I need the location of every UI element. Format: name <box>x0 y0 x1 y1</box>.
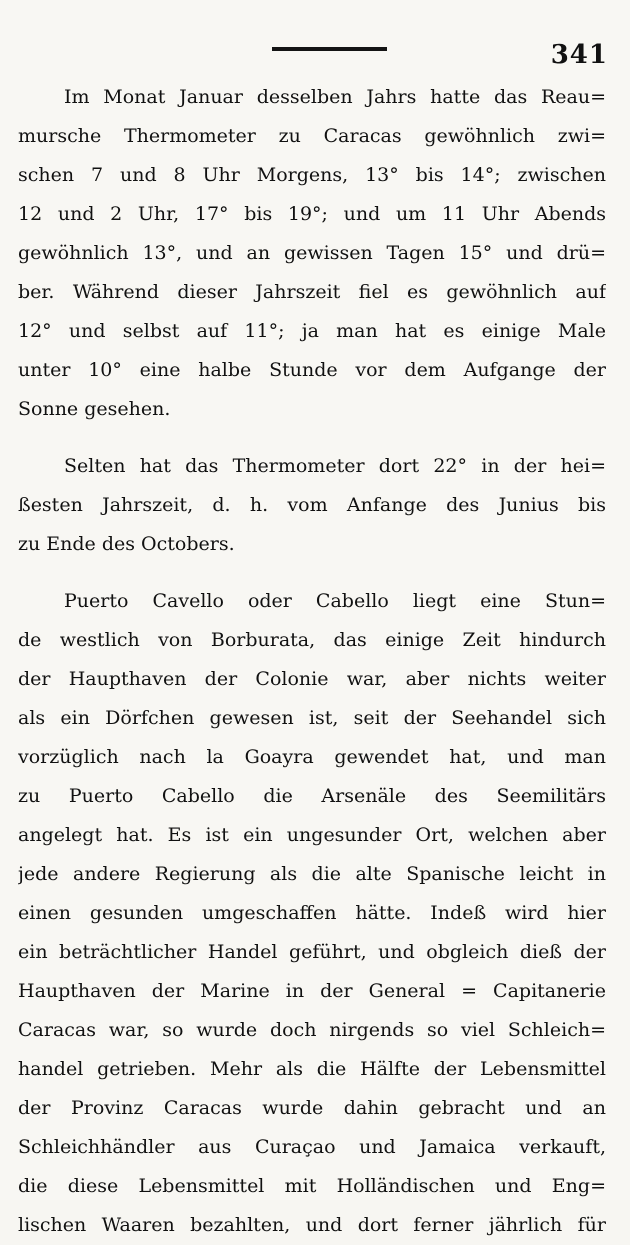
text-line: Caracas war, so wurde doch nirgends so viel Schleich= <box>18 1019 606 1041</box>
text-line: der Provinz Caracas wurde dahin gebracht und an <box>18 1097 606 1119</box>
header-rule <box>272 47 387 51</box>
text-line: vorzüglich nach la Goayra gewendet hat, und man <box>18 746 606 768</box>
text-line: Schleichhändler aus Curaçao und Jamaica verkauft, <box>18 1136 606 1158</box>
paragraph-1 <box>18 78 606 429</box>
text-line: schen 7 und 8 Uhr Morgens, 13° bis 14°; zwischen <box>18 164 606 186</box>
text-line: Sonne gesehen. <box>18 398 171 420</box>
paragraph-3 <box>18 582 606 1245</box>
text-line: zu Ende des Octobers. <box>18 533 235 555</box>
text-line: handel getrieben. Mehr als die Hälfte der Lebensmittel <box>18 1058 606 1080</box>
text-line: die diese Lebensmittel mit Holländischen und Eng= <box>18 1175 606 1197</box>
text-line: ßesten Jahrszeit, d. h. vom Anfange des Junius bis <box>18 494 606 516</box>
text-line: Selten hat das Thermometer dort 22° in der hei= <box>64 455 606 477</box>
text-line: einen gesunden umgeschaffen hätte. Indeß wird hier <box>18 902 606 924</box>
text-line: der Haupthaven der Colonie war, aber nichts weiter <box>18 668 606 690</box>
body-text <box>18 78 606 1245</box>
text-line: ber. Während dieser Jahrszeit fiel es gewöhnlich auf <box>18 281 606 303</box>
text-line: Haupthaven der Marine in der General = Capitanerie <box>18 980 606 1002</box>
paragraph-gap <box>18 429 606 447</box>
text-line: lischen Waaren bezahlten, und dort ferner jährlich für <box>18 1214 606 1236</box>
paragraph-2 <box>18 447 606 564</box>
text-line: Puerto Cavello oder Cabello liegt eine Stun= <box>64 590 606 612</box>
text-line: ein beträchtlicher Handel geführt, und obgleich dieß der <box>18 941 606 963</box>
paragraph-gap <box>18 564 606 582</box>
text-line: zu Puerto Cabello die Arsenäle des Seemilitärs <box>18 785 606 807</box>
text-line: Im Monat Januar desselben Jahrs hatte das Reau= <box>64 86 606 108</box>
text-line: als ein Dörfchen gewesen ist, seit der Seehandel sich <box>18 707 606 729</box>
text-line: angelegt hat. Es ist ein ungesunder Ort, welchen aber <box>18 824 606 846</box>
text-line: 12 und 2 Uhr, 17° bis 19°; und um 11 Uhr Abends <box>18 203 606 225</box>
text-line: jede andere Regierung als die alte Spanische leicht in <box>18 863 606 885</box>
text-line: unter 10° eine halbe Stunde vor dem Aufgange der <box>18 359 606 381</box>
page-number: 341 <box>550 40 608 70</box>
text-line: 12° und selbst auf 11°; ja man hat es einige Male <box>18 320 606 342</box>
text-line: gewöhnlich 13°, und an gewissen Tagen 15° und drü= <box>18 242 606 264</box>
text-line: mursche Thermometer zu Caracas gewöhnlich zwi= <box>18 125 606 147</box>
text-line: de westlich von Borburata, das einige Zeit hindurch <box>18 629 606 651</box>
